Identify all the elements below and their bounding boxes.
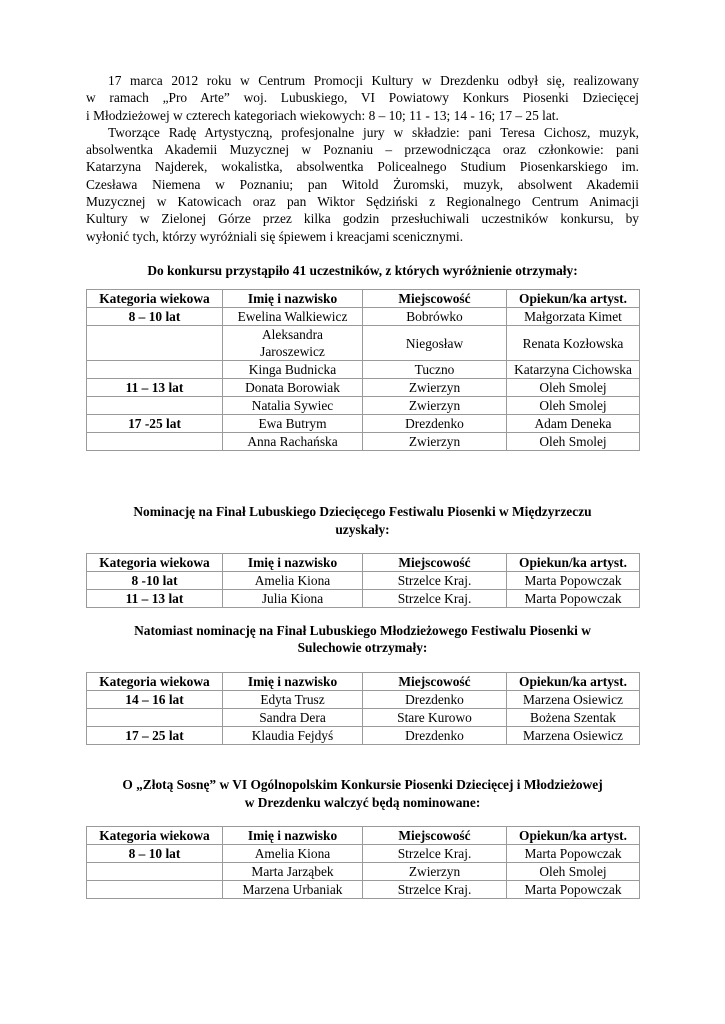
col-header-name: Imię i nazwisko — [223, 290, 363, 308]
cell-town: Strzelce Kraj. — [363, 881, 507, 899]
section3-heading-line1: Natomiast nominację na Finał Lubuskiego Młodzieżowego Festiwalu Piosenki w — [134, 622, 591, 638]
cell-town: Niegosław — [363, 326, 507, 361]
cell-tutor: Oleh Smolej — [507, 397, 640, 415]
table-row — [87, 571, 640, 589]
cell-name: Amelia Kiona — [223, 571, 363, 589]
col-header-category: Kategoria wiekowa — [87, 553, 223, 571]
winners-table — [86, 289, 640, 451]
table-row — [87, 433, 640, 451]
cell-name: Marzena Urbaniak — [223, 881, 363, 899]
intro-line: absolwentka Akademii Muzycznej w Poznaniu – przewodnicząca oraz członkowie: pani — [86, 142, 639, 158]
table-row — [87, 845, 640, 863]
cell-town: Zwierzyn — [363, 433, 507, 451]
golden-pine-table — [86, 826, 640, 899]
cell-tutor: Marta Popowczak — [507, 845, 640, 863]
col-header-town: Miejscowość — [363, 290, 507, 308]
cell-tutor: Marta Popowczak — [507, 571, 640, 589]
cell-name: Kinga Budnicka — [223, 361, 363, 379]
table-row — [87, 379, 640, 397]
document-page — [86, 72, 639, 899]
table-row — [87, 709, 640, 727]
cell-category: 8 – 10 lat — [87, 308, 223, 326]
cell-name: Anna Rachańska — [223, 433, 363, 451]
col-header-tutor: Opiekun/ka artyst. — [507, 673, 640, 691]
cell-tutor: Renata Kozłowska — [507, 326, 640, 361]
intro-line: wyłonić tych, którzy wyróżniali się śpiewem i kreacjami scenicznymi. — [86, 228, 464, 244]
intro-line: Katarzyna Najderek, wokalistka, absolwentka Policealnego Studium Piosenkarskiego im. — [86, 159, 639, 175]
table-row — [87, 415, 640, 433]
col-header-town: Miejscowość — [363, 553, 507, 571]
cell-category — [87, 397, 223, 415]
cell-category — [87, 361, 223, 379]
nomination-table-youth — [86, 672, 640, 745]
cell-town: Zwierzyn — [363, 863, 507, 881]
section4-heading-line1: O „Złotą Sosnę” w VI Ogólnopolskim Konkursie Piosenki Dziecięcej i Młodzieżowej — [122, 777, 603, 793]
cell-category: 8 – 10 lat — [87, 845, 223, 863]
section4-heading — [86, 776, 639, 811]
cell-tutor: Małgorzata Kimet — [507, 308, 640, 326]
col-header-tutor: Opiekun/ka artyst. — [507, 827, 640, 845]
cell-name: Donata Borowiak — [223, 379, 363, 397]
cell-category: 14 – 16 lat — [87, 691, 223, 709]
cell-category — [87, 863, 223, 881]
col-header-category: Kategoria wiekowa — [87, 673, 223, 691]
section3-heading-line2: Sulechowie otrzymały: — [297, 640, 428, 656]
cell-tutor: Marzena Osiewicz — [507, 727, 640, 745]
table-row — [87, 308, 640, 326]
table-row — [87, 727, 640, 745]
cell-category: 11 – 13 lat — [87, 589, 223, 607]
cell-category: 11 – 13 lat — [87, 379, 223, 397]
cell-town: Drezdenko — [363, 415, 507, 433]
cell-tutor: Oleh Smolej — [507, 379, 640, 397]
cell-town: Bobrówko — [363, 308, 507, 326]
cell-category: 8 -10 lat — [87, 571, 223, 589]
intro-line: Tworzące Radę Artystyczną, profesjonalne jury w składzie: pani Teresa Cichosz, muzyk, — [108, 124, 639, 140]
cell-name: Ewelina Walkiewicz — [223, 308, 363, 326]
table-row — [87, 397, 640, 415]
cell-name: Marta Jarząbek — [223, 863, 363, 881]
cell-tutor: Oleh Smolej — [507, 433, 640, 451]
table-header-row — [87, 290, 640, 308]
intro-line: 17 marca 2012 roku w Centrum Promocji Kultury w Drezdenku odbył się, realizowany — [108, 73, 639, 88]
section2-heading-line1: Nominację na Finał Lubuskiego Dziecięcego Festiwalu Piosenki w Międzyrzeczu — [133, 504, 592, 520]
table-row — [87, 691, 640, 709]
col-header-tutor: Opiekun/ka artyst. — [507, 290, 640, 308]
cell-name: Natalia Sywiec — [223, 397, 363, 415]
cell-town: Strzelce Kraj. — [363, 845, 507, 863]
cell-town: Strzelce Kraj. — [363, 589, 507, 607]
cell-name: Sandra Dera — [223, 709, 363, 727]
section4-heading-line2: w Drezdenku walczyć będą nominowane: — [244, 794, 481, 810]
cell-tutor: Katarzyna Cichowska — [507, 361, 640, 379]
cell-tutor: Marta Popowczak — [507, 881, 640, 899]
cell-town: Drezdenko — [363, 727, 507, 745]
nomination-table-junior — [86, 553, 640, 608]
cell-category — [87, 881, 223, 899]
intro-line: Kultury w Zielonej Górze przez kilka godzin przesłuchiwali uczestników konkursu, by — [86, 211, 639, 227]
col-header-name: Imię i nazwisko — [223, 827, 363, 845]
col-header-town: Miejscowość — [363, 673, 507, 691]
cell-town: Stare Kurowo — [363, 709, 507, 727]
intro-line: Muzycznej w Katowicach oraz pan Wiktor Sędziński z Regionalnego Centrum Animacji — [86, 194, 639, 210]
cell-tutor: Marta Popowczak — [507, 589, 640, 607]
cell-town: Zwierzyn — [363, 397, 507, 415]
cell-category: 17 -25 lat — [87, 415, 223, 433]
intro-line: i Młodzieżowej w czterech kategoriach wiekowych: 8 – 10; 11 - 13; 14 - 16; 17 – 25 lat. — [86, 107, 559, 123]
table-header-row — [87, 827, 640, 845]
table-row — [87, 863, 640, 881]
intro-line: Czesława Niemena w Poznaniu; pan Witold Żuromski, muzyk, absolwent Akademii — [86, 176, 639, 192]
intro-paragraph — [86, 72, 639, 245]
cell-name: Aleksandra Jaroszewicz — [223, 326, 363, 361]
cell-name: Klaudia Fejdyś — [223, 727, 363, 745]
table-header-row — [87, 673, 640, 691]
cell-tutor: Bożena Szentak — [507, 709, 640, 727]
col-header-town: Miejscowość — [363, 827, 507, 845]
cell-name: Amelia Kiona — [223, 845, 363, 863]
table-row — [87, 326, 640, 361]
cell-town: Tuczno — [363, 361, 507, 379]
section2-heading-line2: uzyskały: — [335, 521, 390, 537]
table-row — [87, 589, 640, 607]
cell-category — [87, 326, 223, 361]
section3-heading — [86, 622, 639, 657]
cell-town: Drezdenko — [363, 691, 507, 709]
col-header-tutor: Opiekun/ka artyst. — [507, 553, 640, 571]
cell-name: Julia Kiona — [223, 589, 363, 607]
cell-tutor: Adam Deneka — [507, 415, 640, 433]
col-header-name: Imię i nazwisko — [223, 553, 363, 571]
cell-category — [87, 433, 223, 451]
cell-name: Edyta Trusz — [223, 691, 363, 709]
section2-heading — [86, 503, 639, 538]
cell-name: Ewa Butrym — [223, 415, 363, 433]
section1-heading: Do konkursu przystąpiło 41 uczestników, z których wyróżnienie otrzymały: — [147, 262, 578, 278]
col-header-name: Imię i nazwisko — [223, 673, 363, 691]
table-row — [87, 881, 640, 899]
cell-tutor: Oleh Smolej — [507, 863, 640, 881]
cell-category — [87, 709, 223, 727]
cell-town: Zwierzyn — [363, 379, 507, 397]
table-header-row — [87, 553, 640, 571]
cell-town: Strzelce Kraj. — [363, 571, 507, 589]
cell-tutor: Marzena Osiewicz — [507, 691, 640, 709]
cell-category: 17 – 25 lat — [87, 727, 223, 745]
col-header-category: Kategoria wiekowa — [87, 827, 223, 845]
table-row — [87, 361, 640, 379]
col-header-category: Kategoria wiekowa — [87, 290, 223, 308]
intro-line: w ramach „Pro Arte” woj. Lubuskiego, VI Powiatowy Konkurs Piosenki Dziecięcej — [86, 90, 639, 106]
